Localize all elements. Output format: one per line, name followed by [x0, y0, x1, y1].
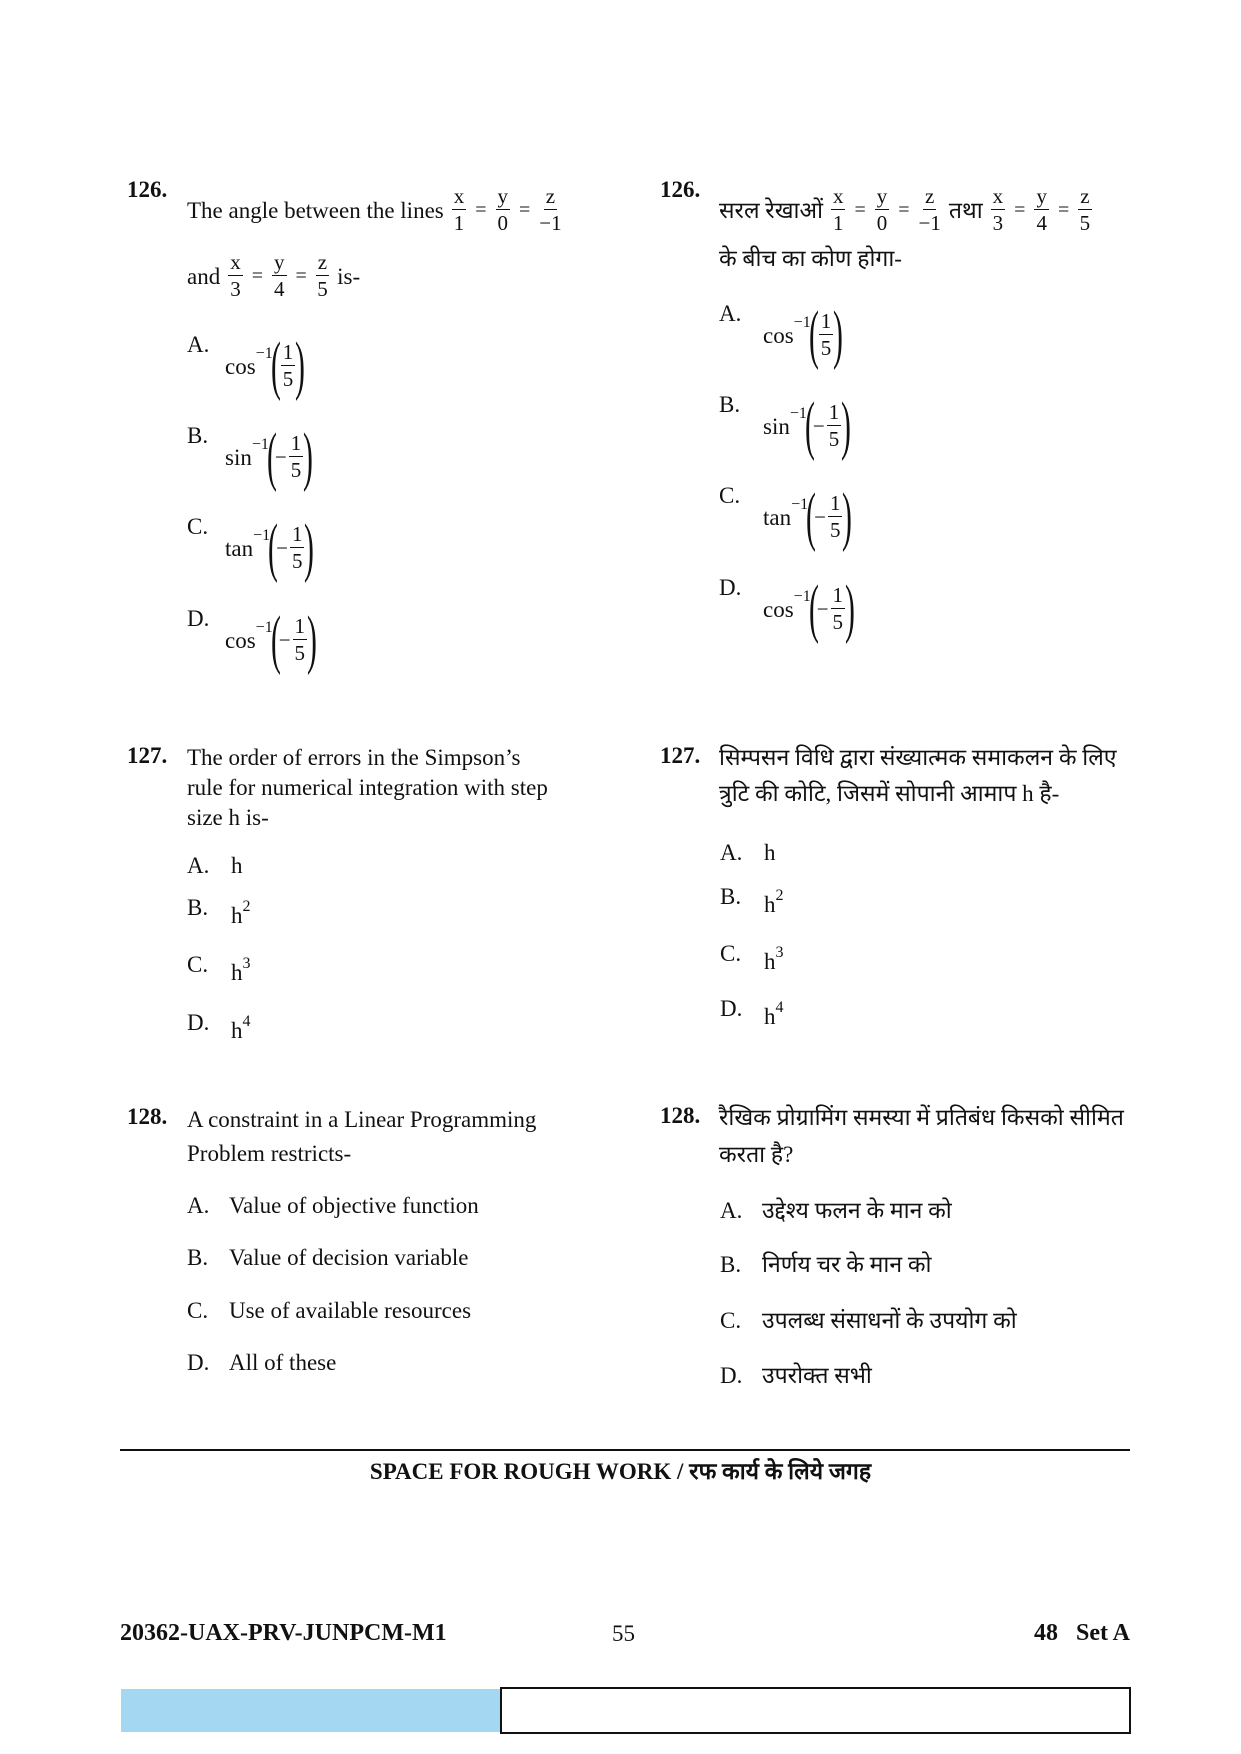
- stem-text: तथा: [948, 197, 983, 223]
- denominator: 4: [274, 277, 285, 301]
- question-number: 126.: [127, 177, 168, 202]
- superscript: −1: [255, 345, 273, 362]
- denominator: 5: [1079, 211, 1091, 235]
- option-base: h: [231, 960, 243, 985]
- numerator: x: [992, 184, 1004, 208]
- rough-work-heading: SPACE FOR ROUGH WORK / रफ कार्य के लिये जगह: [369, 1459, 872, 1484]
- option-label: B.: [187, 423, 209, 448]
- fraction: [272, 252, 287, 300]
- option-base: h: [231, 1018, 243, 1043]
- stem-text: सरल रेखाओं: [719, 197, 823, 223]
- sign: −: [816, 596, 829, 621]
- option-b[interactable]: [720, 884, 784, 917]
- option-label: B.: [187, 1245, 209, 1270]
- option-label: C.: [720, 1308, 742, 1333]
- denominator: 5: [317, 277, 328, 301]
- option-a[interactable]: [187, 1194, 479, 1217]
- option-d[interactable]: D. cos −1 ( − $\frac{1}{5}$ ): [719, 572, 855, 645]
- page-number: 55: [612, 1621, 635, 1646]
- option-base: h: [764, 1004, 776, 1029]
- option-c[interactable]: C. tan −1 ( − $\frac{1}{5}$ ): [187, 511, 315, 584]
- numerator: x: [832, 184, 844, 208]
- option-c[interactable]: [720, 941, 784, 974]
- superscript: 4: [242, 1013, 251, 1030]
- set-label: 48 Set A: [1034, 1620, 1130, 1646]
- question-number: 127.: [127, 743, 168, 768]
- denominator: 3: [230, 277, 241, 301]
- numerator: 1: [829, 491, 841, 515]
- denominator: 5: [291, 549, 303, 573]
- numerator: y: [876, 184, 888, 208]
- numerator: x: [230, 250, 241, 274]
- option-b[interactable]: [720, 1253, 931, 1276]
- fraction: [228, 252, 243, 300]
- option-text: Value of decision variable: [229, 1245, 469, 1270]
- option-c[interactable]: C. tan −1 ( − $\frac{1}{5}$ ): [719, 480, 853, 553]
- numerator: 1: [290, 431, 302, 455]
- stem-line: Problem restricts-: [187, 1141, 352, 1166]
- option-label: B.: [187, 895, 209, 920]
- numerator: z: [1080, 184, 1090, 208]
- option-label: D.: [187, 606, 210, 631]
- numerator: 1: [828, 400, 840, 424]
- option-d[interactable]: [187, 1010, 251, 1043]
- stem-line: सिम्पसन विधि द्वारा संख्यात्मक समाकलन के लिए: [719, 745, 1117, 770]
- question-stem: सरल रेखाओं $\frac{x}{1}$ = $\frac{y}{0}$ = $\frac{z}{-1}$ तथा $\frac{x}{3}$ = $\frac{y}{4}$ = $\frac{z}{5}$: [719, 184, 1091, 235]
- option-label: A.: [187, 1193, 210, 1218]
- option-a[interactable]: [720, 841, 776, 864]
- option-a[interactable]: [720, 1199, 952, 1222]
- question-stem-line2: and $\frac{x}{3}$ = $\frac{y}{4}$ = $\frac{z}{5}$ is-: [187, 250, 361, 301]
- question-number: 128.: [127, 1104, 168, 1129]
- option-label: D.: [720, 996, 743, 1021]
- function-name: cos: [763, 596, 794, 622]
- question-number: 127.: [660, 743, 701, 768]
- denominator: 5: [282, 367, 294, 391]
- denominator: 5: [829, 518, 841, 542]
- denominator: 4: [1036, 211, 1047, 235]
- numerator: 1: [294, 614, 306, 638]
- option-a[interactable]: [187, 854, 243, 877]
- superscript: −1: [255, 619, 273, 636]
- stem-text: के बीच का कोण होगा-: [719, 246, 902, 271]
- stem-text: is-: [337, 263, 361, 289]
- option-label: C.: [187, 1298, 209, 1323]
- denominator: −1: [539, 211, 562, 235]
- numerator: y: [274, 250, 285, 274]
- option-d[interactable]: [187, 1351, 336, 1374]
- fraction: [316, 252, 329, 300]
- denominator: −1: [918, 211, 941, 235]
- option-d[interactable]: [720, 1364, 872, 1387]
- superscript: 2: [242, 898, 251, 915]
- numerator: y: [1036, 184, 1047, 208]
- function-name: tan: [763, 504, 792, 530]
- sign: −: [812, 413, 825, 438]
- sign: −: [274, 444, 287, 469]
- denominator: 5: [828, 427, 840, 451]
- sign: −: [276, 535, 288, 560]
- option-c[interactable]: [720, 1309, 1017, 1332]
- stem-line: rule for numerical integration with step: [187, 775, 548, 800]
- option-b[interactable]: B. sin −1 ( − $\frac{1}{5}$ ): [187, 420, 314, 493]
- option-b[interactable]: [187, 1246, 469, 1269]
- option-text: Use of available resources: [229, 1298, 472, 1323]
- numerator: z: [545, 184, 556, 208]
- stem-line: रैखिक प्रोग्रामिंग समस्या में प्रतिबंध किसको सीमित: [719, 1105, 1124, 1130]
- option-text: निर्णय चर के मान को: [762, 1252, 932, 1277]
- option-label: D.: [719, 575, 742, 600]
- option-c[interactable]: [187, 952, 251, 985]
- stem-text: The angle between the lines: [187, 197, 444, 223]
- option-text: All of these: [229, 1350, 337, 1375]
- stem-line: करता है?: [719, 1142, 794, 1167]
- option-label: B.: [719, 392, 741, 417]
- option-d[interactable]: [720, 996, 784, 1029]
- option-base: h: [764, 892, 776, 917]
- fraction: [496, 186, 511, 234]
- function-name: cos: [763, 322, 794, 348]
- numerator: z: [317, 250, 328, 274]
- superscript: 3: [242, 955, 251, 972]
- option-base: h: [231, 853, 243, 878]
- option-base: h: [764, 949, 776, 974]
- sign: −: [814, 504, 826, 529]
- stem-line: A constraint in a Linear Programming: [187, 1107, 537, 1132]
- option-base: h: [231, 903, 243, 928]
- function-name: sin: [763, 413, 790, 439]
- option-label: C.: [187, 952, 209, 977]
- option-text: उपरोक्त सभी: [762, 1363, 872, 1388]
- option-label: B.: [720, 884, 742, 909]
- option-label: D.: [187, 1010, 210, 1035]
- superscript: −1: [791, 496, 809, 513]
- function-name: cos: [225, 353, 256, 379]
- function-name: sin: [225, 444, 252, 470]
- option-base: h: [764, 840, 776, 865]
- numerator: z: [925, 184, 935, 208]
- fraction: [539, 186, 561, 234]
- denominator: 3: [992, 211, 1004, 235]
- denominator: 5: [294, 641, 306, 665]
- numerator: 1: [291, 522, 303, 546]
- option-b[interactable]: [187, 895, 251, 928]
- function-name: tan: [225, 535, 254, 561]
- denominator: 1: [453, 211, 465, 235]
- option-d[interactable]: D. cos −1 ( − $\frac{1}{5}$ ): [187, 603, 317, 676]
- denominator: 5: [832, 610, 844, 634]
- numerator: 1: [820, 309, 832, 333]
- option-label: C.: [719, 483, 741, 508]
- numerator: 1: [832, 583, 844, 607]
- stem-line: त्रुटि की कोटि, जिसमें सोपानी आमाप h है-: [719, 781, 1060, 806]
- option-label: C.: [187, 514, 209, 539]
- question-stem: The angle between the lines $\frac{x}{1}$ = $\frac{y}{0}$ = $\frac{z}{-1}$: [187, 184, 562, 235]
- option-b[interactable]: B. sin −1 ( − $\frac{1}{5}$ ): [719, 389, 852, 462]
- option-label: A.: [720, 1198, 743, 1223]
- superscript: −1: [793, 588, 811, 605]
- option-label: B.: [720, 1252, 742, 1277]
- function-name: cos: [225, 627, 256, 653]
- stem-line: The order of errors in the Simpson’s: [187, 745, 521, 770]
- footer-empty-box: [500, 1687, 1131, 1734]
- footer-color-bar: [121, 1689, 500, 1732]
- superscript: −1: [789, 405, 807, 422]
- superscript: −1: [253, 527, 271, 544]
- denominator: 0: [497, 211, 509, 235]
- option-text: उद्देश्य फलन के मान को: [762, 1198, 952, 1223]
- option-label: A.: [187, 332, 210, 357]
- stem-text: and: [187, 263, 221, 289]
- denominator: 1: [832, 211, 844, 235]
- superscript: 4: [775, 999, 784, 1016]
- superscript: 2: [775, 887, 784, 904]
- paper-code: 20362-UAX-PRV-JUNPCM-M1: [120, 1620, 447, 1646]
- option-label: A.: [719, 301, 742, 326]
- option-label: D.: [187, 1350, 210, 1375]
- option-a[interactable]: A. cos −1 ( $\frac{1}{5}$ ): [187, 329, 306, 402]
- option-label: A.: [187, 853, 210, 878]
- numerator: 1: [282, 340, 294, 364]
- fraction: [452, 186, 467, 234]
- option-text: उपलब्ध संसाधनों के उपयोग को: [762, 1308, 1017, 1333]
- sign: −: [278, 627, 291, 652]
- option-label: C.: [720, 941, 742, 966]
- option-label: D.: [720, 1363, 743, 1388]
- question-number: 128.: [660, 1103, 701, 1128]
- numerator: x: [453, 184, 465, 208]
- superscript: −1: [251, 436, 269, 453]
- denominator: 0: [876, 211, 888, 235]
- numerator: y: [497, 184, 509, 208]
- stem-line: size h is-: [187, 805, 269, 830]
- option-a[interactable]: A. cos −1 ( $\frac{1}{5}$ ): [719, 298, 844, 371]
- divider: [120, 1449, 1130, 1451]
- superscript: 3: [775, 944, 784, 961]
- option-text: Value of objective function: [229, 1193, 479, 1218]
- superscript: −1: [793, 314, 811, 331]
- denominator: 5: [290, 458, 302, 482]
- option-label: A.: [720, 840, 743, 865]
- question-number: 126.: [660, 177, 701, 202]
- denominator: 5: [820, 336, 832, 360]
- option-c[interactable]: [187, 1299, 471, 1322]
